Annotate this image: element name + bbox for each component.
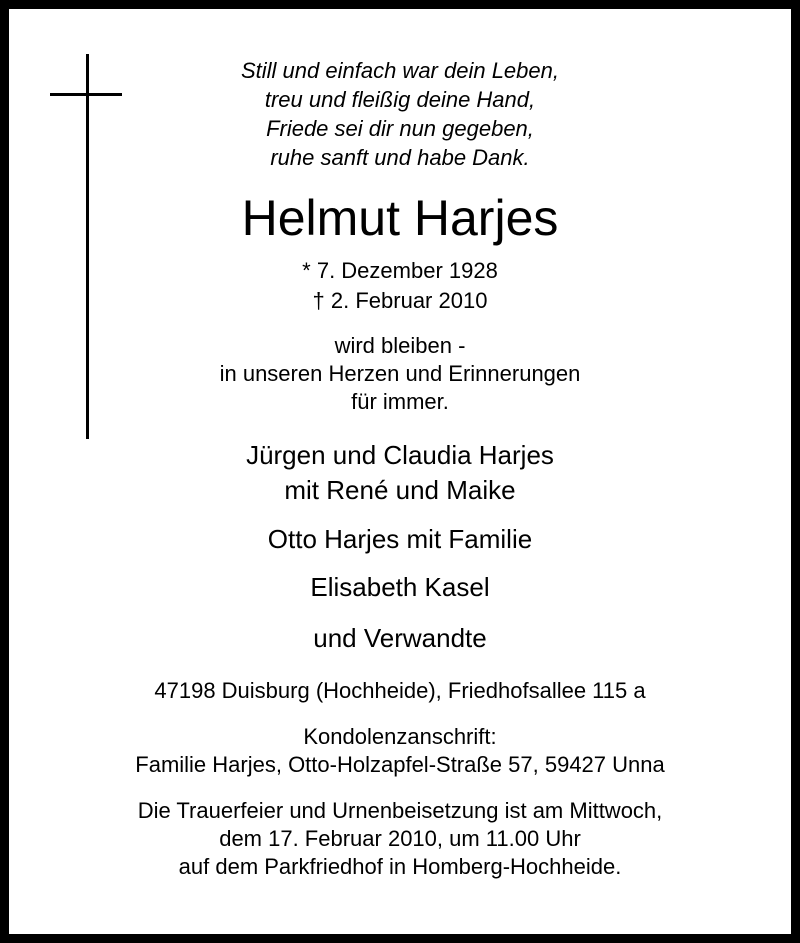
mourner-line: Jürgen und Claudia Harjes <box>246 440 554 470</box>
verse-line: ruhe sanft und habe Dank. <box>270 145 530 170</box>
verse-line: Friede sei dir nun gegeben, <box>266 116 534 141</box>
verse-line: Still und einfach war dein Leben, <box>241 58 559 83</box>
verse-line: treu und fleißig deine Hand, <box>264 87 536 112</box>
mourner-line: und Verwandte <box>313 623 487 653</box>
death-date: † 2. Februar 2010 <box>312 288 488 313</box>
condolence-address: Familie Harjes, Otto-Holzapfel-Straße 57, 59427 Unna <box>135 752 665 777</box>
ceremony-line: Die Trauerfeier und Urnenbeisetzung ist am Mittwoch, <box>137 798 663 823</box>
family-address: 47198 Duisburg (Hochheide), Friedhofsallee 115 a <box>154 678 646 703</box>
mourner-line: Elisabeth Kasel <box>310 572 490 602</box>
tribute-line: wird bleiben - <box>334 333 466 358</box>
mourner-line: Otto Harjes mit Familie <box>267 524 533 554</box>
obituary-notice <box>9 9 791 934</box>
ceremony-line: dem 17. Februar 2010, um 11.00 Uhr <box>219 826 581 851</box>
mourner-line: mit René und Maike <box>284 475 516 505</box>
deceased-name: Helmut Harjes <box>241 190 559 246</box>
condolence-heading: Kondolenzanschrift: <box>303 724 497 749</box>
birth-date: * 7. Dezember 1928 <box>302 258 498 283</box>
tribute-line: in unseren Herzen und Erinnerungen <box>219 361 581 386</box>
tribute-line: für immer. <box>351 389 449 414</box>
ceremony-line: auf dem Parkfriedhof in Homberg-Hochheide. <box>178 854 622 879</box>
